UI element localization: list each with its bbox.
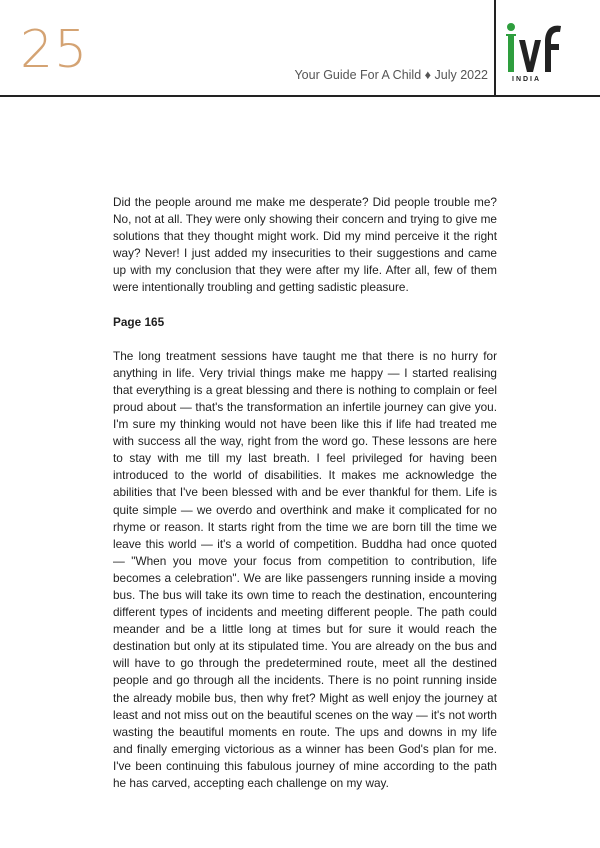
- ivf-logo-icon: [503, 18, 563, 78]
- page-number: 25: [20, 20, 89, 80]
- logo-country-label: INDIA: [512, 76, 542, 83]
- publication-tagline: Your Guide For A Child ♦ July 2022: [294, 68, 488, 82]
- section-label: Page 165: [113, 314, 165, 329]
- article-body: [113, 194, 497, 792]
- article-paragraph: Did the people around me make me desperate? Did people trouble me? No, not at all. They were only showing their concern and trying to give me solutions that they thought might work. Did my mind perceive it the right way? Never! I just added my insecurities to their suggestions and came up with my conclusion that they were after my life. After all, few of them were intentionally troubling and getting sadistic pleasure.: [113, 195, 497, 295]
- header-vertical-divider: [494, 0, 496, 96]
- article-paragraph: The long treatment sessions have taught me that there is no hurry for anything in life. Very trivial things make me happy — I started realising that everything is a great blessing and there is nothing to complain or feel proud about — that's the transformation an infertile journey can give you. I'm sure my thinking would not have been like this if life had treated me with success all the way, right from the word go. These lessons are here to stay with me till my last breath. I feel privileged for having been introduced to the world of disabilities. It makes me acknowledge the abilities that I've been blessed with and be ever thankful for them. Life is quite simple — we overdo and overthink and make it complicated for no rhyme or reason. It starts right from the time we are born till the time we leave this world — it's a world of competition. Buddha had once quoted — "When you move your focus from competition to contribution, life becomes a celebration". We are like passengers running inside a moving bus. The bus will take its own time to reach the destination, encountering different types of incidents and meeting different people. The path could meander and be a little long at times but for sure it would reach the destination but only at its stipulated time. You are already on the bus and will have to go through the predetermined route, meet all the destined people and go through all the incidents. There is no point running inside the already mobile bus, then why fret? Might as well enjoy the journey at least and not miss out on the beautiful scenes on the way — it's not worth wasting the beautiful moments en route. The ups and downs in my life and finally emerging victorious as a winner has been God's plan for me. I've been continuing this fabulous journey of mine according to the path he has carved, accepting each challenge on my way.: [113, 348, 497, 790]
- header-rule: [0, 95, 600, 97]
